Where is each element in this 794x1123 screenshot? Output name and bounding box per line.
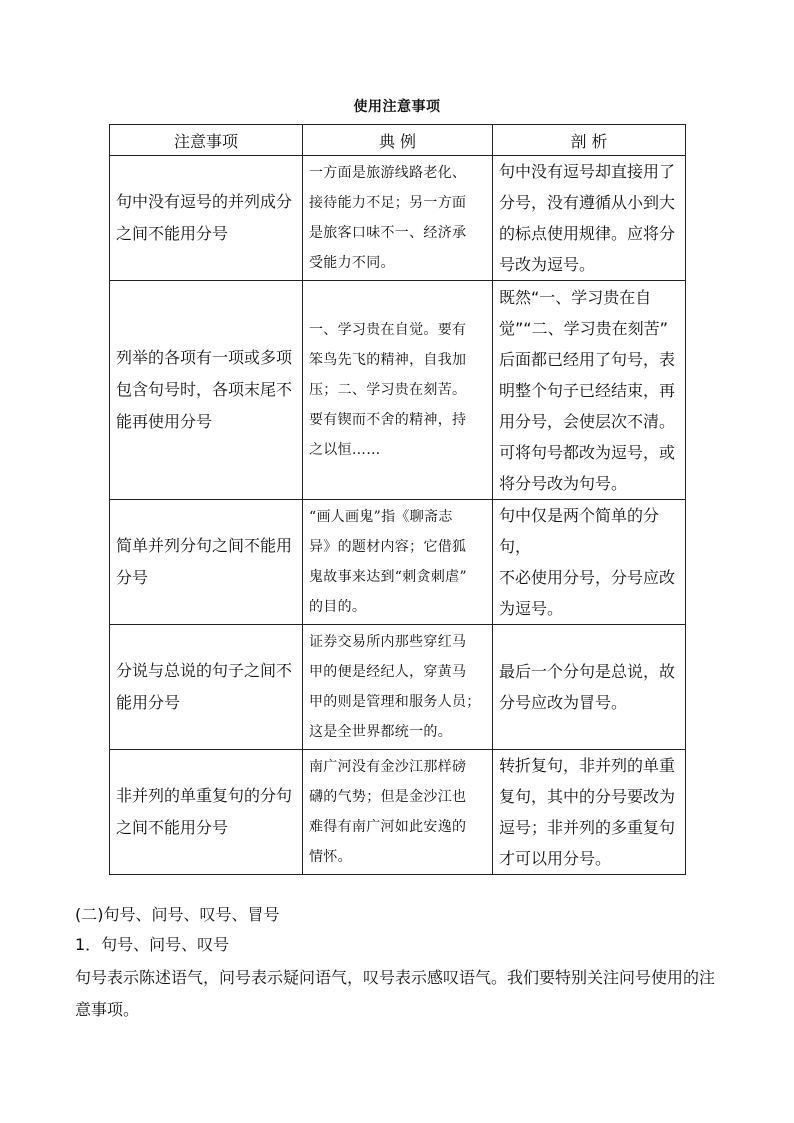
example-text: 一、学习贵在自觉。要有 笨鸟先飞的精神，自我加 压；二、学习贵在刻苦。 要有锲而不舍的精神，持 之以恒……	[309, 322, 467, 458]
analysis-cell	[493, 625, 686, 750]
note-text: 非并列的单重复句的分句 之间不能用分号	[116, 786, 293, 837]
table-row	[110, 281, 686, 500]
analysis-cell	[493, 281, 686, 500]
analysis-text: 句中仅是两个简单的分句， 不必使用分号，分号应改 为逗号。	[499, 506, 676, 618]
example-cell	[303, 156, 493, 281]
note-text: 分说与总说的句子之间不 能用分号	[116, 661, 293, 712]
analysis-text: 转折复句，非并列的单重 复句，其中的分号要改为 逗号；非并列的多重复句 才可以用分号。	[499, 756, 676, 868]
header-note: 注意事项	[110, 125, 303, 156]
note-cell	[110, 281, 303, 500]
note-cell	[110, 156, 303, 281]
note-text: 句中没有逗号的并列成分 之间不能用分号	[116, 192, 293, 243]
body-paragraph: 句号表示陈述语气，问号表示疑问语气，叹号表示感叹语气。我们要特别关注问号使用的注意事项。	[75, 968, 716, 1019]
subheading: 1．句号、问号、叹号	[75, 935, 230, 954]
header-example: 典 例	[303, 125, 493, 156]
table-row	[110, 625, 686, 750]
analysis-text: 最后一个分句是总说，故 分号应改为冒号。	[499, 662, 676, 712]
page-title: 使用注意事项	[353, 99, 441, 115]
analysis-cell	[493, 750, 686, 875]
analysis-text: 既然“一、学习贵在自 觉”“二、学习贵在刻苦” 后面都已经用了句号，表 明整个句子已经结束，再 用分号，会使层次不清。 可将句号都改为逗号，或 将分号改为句号。	[499, 287, 676, 493]
example-text: 南广河没有金沙江那样磅 礴的气势；但是金沙江也 难得有南广河如此安逸的 情怀。	[309, 759, 467, 865]
example-text: 一方面是旅游线路老化、 接待能力不足；另一方面 是旅客口味不一、经济承 受能力不同。	[309, 165, 467, 271]
note-cell	[110, 625, 303, 750]
header-analysis: 剖 析	[493, 125, 686, 156]
example-text: “画人画鬼”指《聊斋志 异》的题材内容；它借狐 鬼故事来达到“刺贪刺虐” 的目的。	[309, 509, 467, 615]
table-row	[110, 750, 686, 875]
example-cell	[303, 625, 493, 750]
note-cell	[110, 750, 303, 875]
example-cell	[303, 281, 493, 500]
analysis-text: 句中没有逗号却直接用了 分号，没有遵循从小到大 的标点使用规律。应将分 号改为逗号。	[499, 162, 676, 274]
table-row	[110, 500, 686, 625]
section-heading: (二)句号、问号、叹号、冒号	[75, 905, 280, 924]
analysis-cell	[493, 500, 686, 625]
analysis-cell	[493, 156, 686, 281]
example-cell	[303, 500, 493, 625]
usage-notes-table	[109, 124, 686, 875]
table-header-row	[110, 125, 686, 156]
example-cell	[303, 750, 493, 875]
note-text: 简单并列分句之间不能用 分号	[116, 536, 293, 587]
note-cell	[110, 500, 303, 625]
example-text: 证券交易所内那些穿红马 甲的便是经纪人，穿黄马 甲的则是管理和服务人员； 这是全世界都统一的。	[309, 634, 481, 740]
note-text: 列举的各项有一项或多项 包含句号时，各项末尾不 能再使用分号	[116, 348, 293, 431]
table-row	[110, 156, 686, 281]
